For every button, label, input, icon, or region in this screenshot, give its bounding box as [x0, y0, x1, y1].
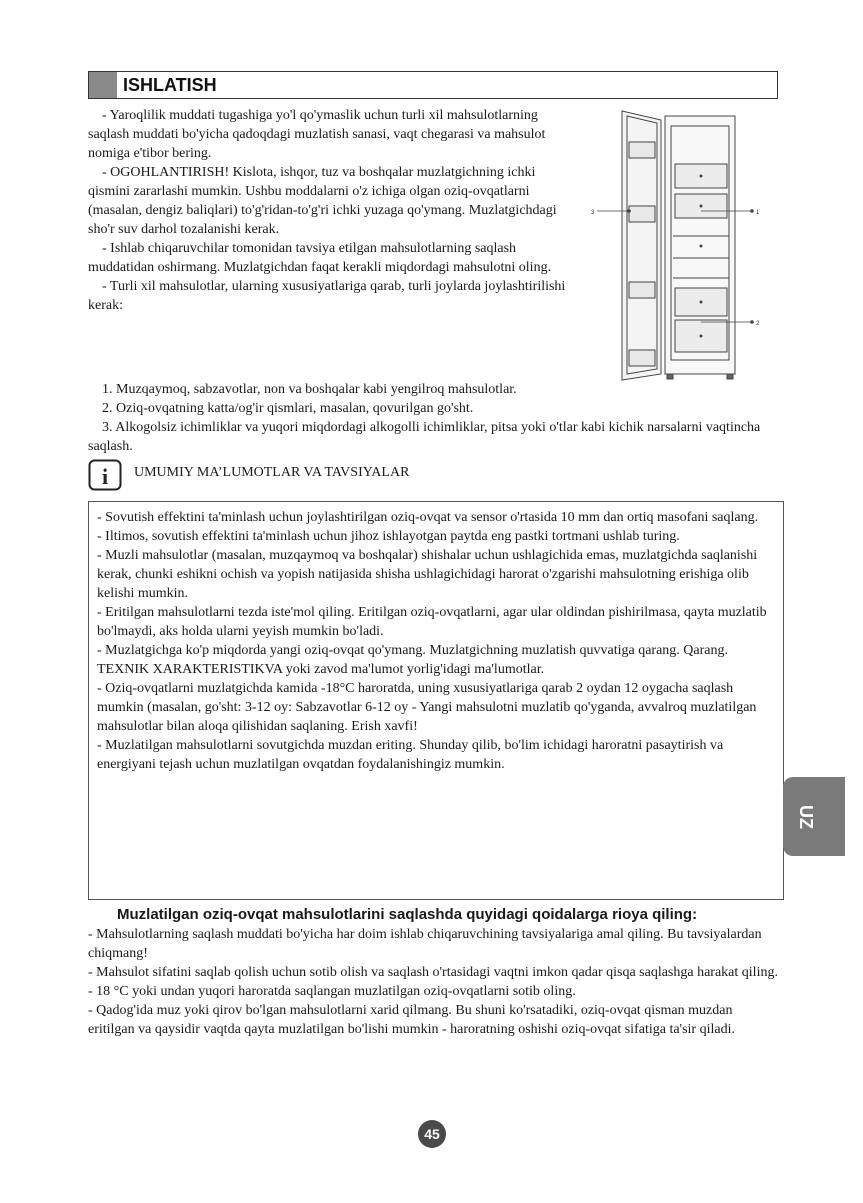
callout-1: 1	[756, 210, 760, 216]
rule-item: - 18 °C yoki undan yuqori haroratda saqlangan muzlatilgan oziq-ovqatlarni sotib oling.	[88, 984, 576, 999]
language-tab	[783, 777, 845, 856]
language-tab-label: UZ	[796, 805, 816, 829]
rule-item: - Mahsulot sifatini saqlab qolish uchun sotib olish va saqlash o'rtasidagi vaqtni imkon qadar qisqa saqlashga harakat qiling.	[88, 965, 778, 980]
callout-2: 2	[756, 321, 760, 327]
storage-zones-list	[88, 380, 788, 456]
info-item: - Oziq-ovqatlarni muzlatgichda kamida -18°C haroratda, uning xususiyatlariga qarab 2 oydan 12 oygacha saqlash mumkin (masalan, go'sht: 3-12 oy: Sabzavotlar 6-12 oy - Yangi mahsulotni muzlatib qo'yganda, avvalroq muzlatilgan mahsulotlar bilan aloqa qilishidan saqlaning. Erish xavfi!	[97, 681, 757, 734]
info-title: UMUMIY MA’LUMOTLAR VA TAVSIYALAR	[134, 465, 410, 480]
info-item: - Muzlatgichga ko'p miqdorda yangi oziq-ovqat qo'ymang. Muzlatgichning muzlatish quvvatiga qarang. Qarang. TEXNIK XARAKTERISTIKVA yoki zavod ma'lumot yorlig'idagi ma'lumotlar.	[97, 643, 728, 677]
freezer-diagram	[589, 106, 769, 381]
callout-3: 3	[591, 210, 595, 216]
rule-item: - Qadog'ida muz yoki qirov bo'lgan mahsulotlarni xarid qilmang. Bu shuni ko'rsatadiki, oziq-ovqat qisman muzdan eritilgan va qaysidir vaqtda qayta muzlatilgan bo'lishi mumkin - haroratning oshishi oziq-ovqat sifatiga ta'sir qiladi.	[88, 1003, 735, 1037]
info-box	[88, 501, 784, 900]
intro-paragraph: - Ishlab chiqaruvchilar tomonidan tavsiya etilgan mahsulotlarning saqlash muddatidan oshirmang. Muzlatgichdan faqat kerakli miqdordagi mahsulotni oling.	[88, 241, 552, 275]
page-number: 45	[418, 1120, 446, 1148]
info-icon	[88, 459, 122, 491]
info-item: - Sovutish effektini ta'minlash uchun joylashtirilgan oziq-ovqat va sensor o'rtasida 10 mm dan ortiq masofani saqlang.	[97, 510, 759, 525]
section-heading	[88, 71, 778, 99]
info-icon-glyph: i	[101, 464, 109, 489]
intro-paragraph: - OGOHLANTIRISH! Kislota, ishqor, tuz va boshqalar muzlatgichning ichki qismini zararlashi mumkin. Ushbu moddalarni o'z ichiga olgan oziq-ovqatlarni (masalan, dengiz baliqlari) to'g'ridan-to'g'ri ichki yuzaga qo'ymang. Muzlatgichdagi sho'r suv darhol tozalanishi kerak.	[88, 165, 557, 237]
list-item: 3. Alkogolsiz ichimliklar va yuqori miqdordagi alkogolli ichimliklar, pitsa yoki o'tlar kabi kichik narsalarni vaqtincha saqlash.	[88, 420, 761, 454]
rule-item: - Mahsulotlarning saqlash muddati bo'yicha har doim ishlab chiqaruvchining tavsiyalariga amal qiling. Bu tavsiyalardan chiqmang!	[88, 927, 762, 961]
info-item: - Muzlatilgan mahsulotlarni sovutgichda muzdan eriting. Shunday qilib, bo'lim ichidagi haroratni pasaytirish va energiyani tejash uchun muzlatilgan ovqatdan foydalanishingiz mumkin.	[97, 738, 724, 772]
intro-text	[88, 106, 568, 315]
frozen-rules-list	[88, 925, 778, 1039]
info-item: - Iltimos, sovutish effektini ta'minlash uchun jihoz ishlayotgan paytda eng pastki tortmani ushlab turing.	[97, 529, 680, 544]
info-item: - Muzli mahsulotlar (masalan, muzqaymoq va boshqalar) shishalar uchun ushlagichida emas, muzlatgichda saqlanishi kerak, chunki eshikni ochish va yopish natijasida shisha ushlagichidagi harorat o'zgarishi mahsulotning erishiga olib kelishi mumkin.	[97, 548, 758, 601]
info-item: - Eritilgan mahsulotlarni tezda iste'mol qiling. Eritilgan oziq-ovqatlarni, agar ular oldindan pishirilmasa, qayta muzlatib bo'lmaydi, aks holda ularni yeyish mumkin bo'ladi.	[97, 605, 767, 639]
intro-paragraph: - Yaroqlilik muddati tugashiga yo'l qo'ymaslik uchun turli xil mahsulotlarning saqlash muddati bo'yicha qadoqdagi muzlatish sanasi, vaqt chegarasi va mahsulot nomiga e'tibor bering.	[88, 108, 546, 161]
heading-marker	[89, 72, 117, 98]
intro-paragraph: - Turli xil mahsulotlar, ularning xususiyatlariga qarab, turli joylarda joylashtirilishi kerak:	[88, 279, 566, 313]
section-title: ISHLATISH	[123, 75, 217, 95]
list-item: 1. Muzqaymoq, sabzavotlar, non va boshqalar kabi yengilroq mahsulotlar.	[102, 382, 517, 397]
list-item: 2. Oziq-ovqatning katta/og'ir qismlari, masalan, qovurilgan go'sht.	[102, 401, 474, 416]
frozen-rules-title: Muzlatilgan oziq-ovqat mahsulotlarini saqlashda quyidagi qoidalarga rioya qiling:	[117, 906, 698, 923]
